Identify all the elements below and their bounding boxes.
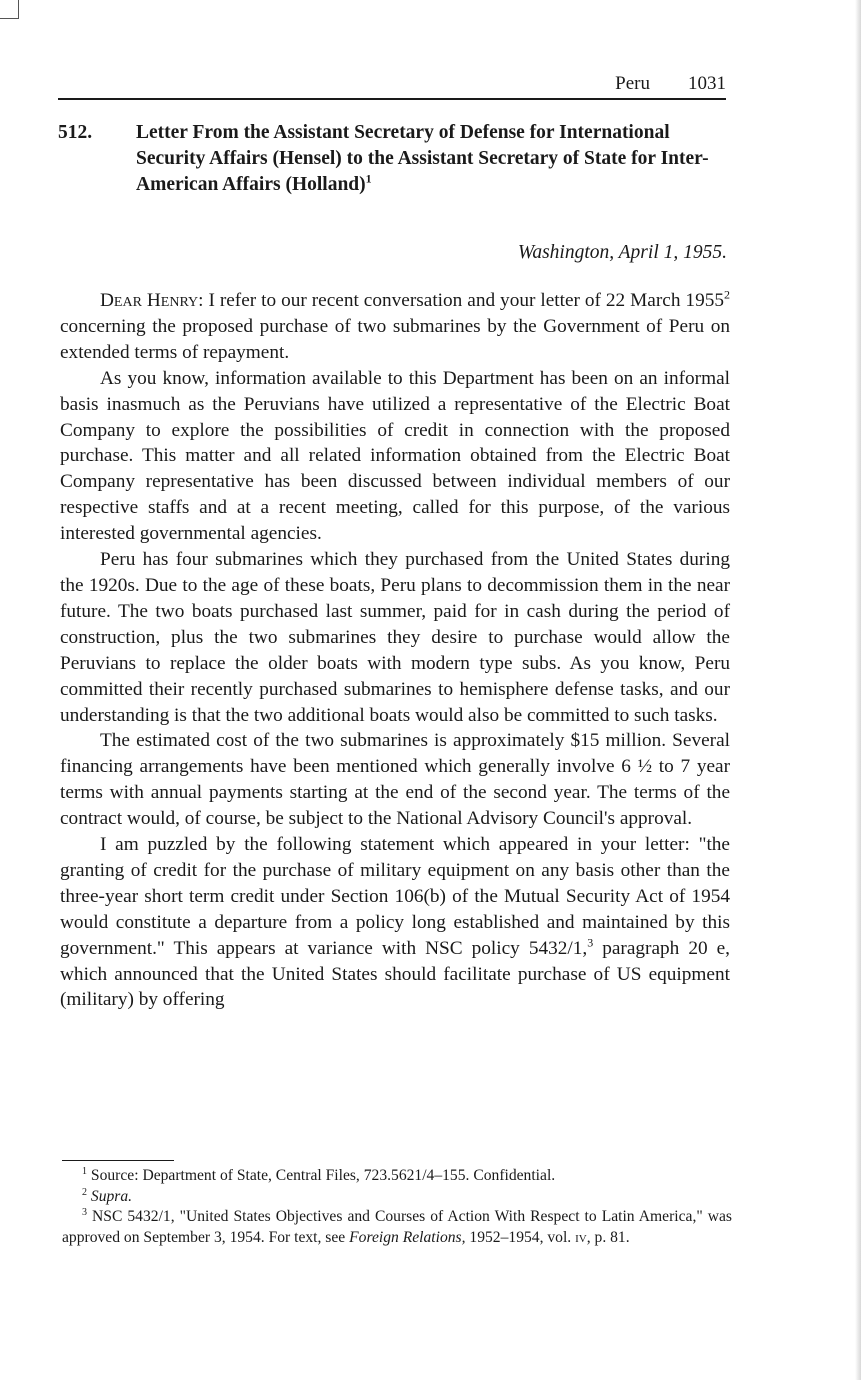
page-edge-shadow: [855, 0, 861, 1380]
document-heading: [58, 120, 728, 198]
paragraph-1-text-b: concerning the proposed purchase of two submarines by the Government of Peru on extended terms of repayment.: [60, 315, 730, 363]
salutation: Dear Henry:: [100, 290, 204, 311]
footnote-2: [62, 1187, 732, 1208]
footnotes: [62, 1166, 732, 1248]
footnote-3-text-c: , p. 81.: [586, 1228, 630, 1246]
document-number: 512.: [58, 122, 93, 143]
paragraph-1-text-a: I refer to our recent conversation and your letter of 22 March 1955: [208, 290, 724, 311]
footnote-3-text-a: NSC 5432/1, "United States Objectives and Courses of Action With Respect to Latin America," was approved on September 3, 1954. For text, see: [62, 1208, 732, 1246]
paragraph-5-text-a: I am puzzled by the following statement which appeared in your letter: "the granting of credit for the purchase of military equipment on any basis other than the three-year short term credit under Section 106(b) of the Mutual Security Act of 1954 would constitute a departure from a policy long established and maintained by this government." This appears at variance with NSC policy 5432/1,: [60, 834, 730, 959]
paragraph-2: As you know, information available to this Department has been on an informal basis inasmuch as the Peruvians have utilized a representative of the Electric Boat Company to explore the possibilities of credit in connection with the proposed purchase. This matter and all related information obtained from the Electric Boat Company representative has been discussed between individual members of our respective staffs and at a recent meeting, called for this purpose, of the various interested governmental agencies.: [60, 367, 730, 545]
page-corner-mark: [0, 0, 19, 19]
footnote-ref-2[interactable]: 2: [724, 287, 730, 302]
footnote-1-text: Source: Department of State, Central Files, 723.5621/4–155. Confidential.: [90, 1167, 556, 1184]
paragraph-5-text-b: paragraph 20 e, which announced that the United States should facilitate purchase of US equipment (military) by offering: [60, 937, 730, 1011]
letter-body: [60, 288, 730, 1013]
place-date: Washington, April 1, 1955.: [517, 242, 727, 263]
footnote-2-number: 2: [82, 1186, 87, 1198]
paragraph-4: The estimated cost of the two submarines is approximately $15 million. Several financing arrangements have been mentioned which generally involve 6 ½ to 7 year terms with annual payments starting at the end of the second year. The terms of the contract would, of course, be subject to the National Advisory Council's approval.: [60, 730, 730, 830]
footnote-ref-1[interactable]: 1: [365, 171, 372, 186]
paragraph-1: [60, 288, 730, 366]
footnote-1: [62, 1166, 732, 1187]
footnote-2-text: Supra.: [90, 1187, 133, 1205]
footnote-1-number: 1: [82, 1165, 87, 1177]
page-number: 1031: [688, 73, 726, 94]
footnote-3-volume: iv: [575, 1228, 587, 1246]
running-head-country: Peru: [615, 73, 650, 94]
document-title: [136, 120, 728, 198]
footnote-ref-3[interactable]: 3: [587, 935, 594, 950]
footnote-3-number: 3: [82, 1206, 87, 1218]
document-title-text: Letter From the Assistant Secretary of Defense for International Security Affairs (Hensel) to the Assistant Secretary of State for Inter-American Affairs (Holland): [136, 122, 709, 195]
footnote-divider: [62, 1160, 174, 1161]
footnote-3: [62, 1207, 732, 1248]
running-head: [58, 74, 726, 100]
footnote-3-citation: Foreign Relations,: [349, 1228, 466, 1246]
paragraph-5: [60, 832, 730, 1013]
paragraph-3: Peru has four submarines which they purchased from the United States during the 1920s. Due to the age of these boats, Peru plans to decommission them in the near future. The two boats purchased last summer, paid for in cash during the period of construction, plus the two submarines they desire to purchase would allow the Peruvians to replace the older boats with modern type subs. As you know, Peru committed their recently purchased submarines to hemisphere defense tasks, and our understanding is that the two additional boats would also be committed to such tasks.: [60, 549, 730, 726]
footnote-3-text-b: 1952–1954, vol.: [469, 1228, 572, 1246]
